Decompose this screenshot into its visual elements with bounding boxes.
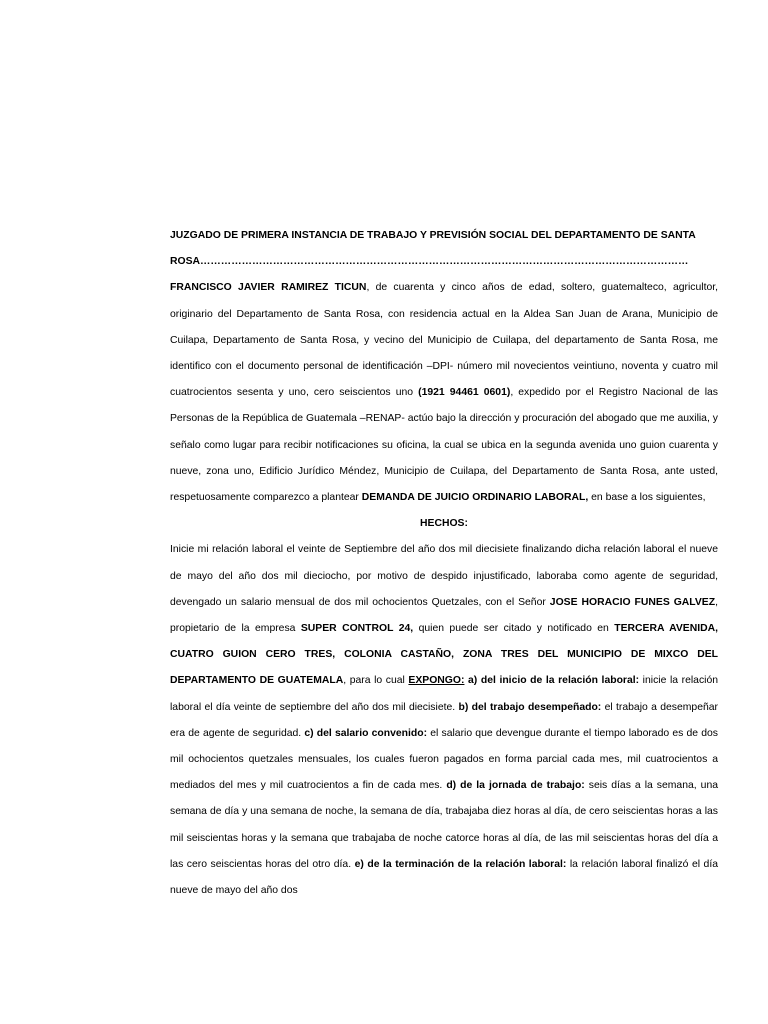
plaintiff-name: FRANCISCO JAVIER RAMIREZ TICUN xyxy=(170,282,367,294)
item-b-label: b) del trabajo desempeñado: xyxy=(458,701,602,713)
item-a-label: a) del inicio de la relación laboral: xyxy=(464,675,640,687)
facts-text-2: , propietario de la empresa xyxy=(170,596,718,635)
item-b-text: el trabajo a desempeñar era de agente de seguridad. xyxy=(170,701,719,739)
document-body xyxy=(170,223,718,904)
intro-text-1: , de cuarenta y cinco años de edad, soltero, guatemalteco, agricultor, originario del Departamento de Santa Rosa, con residencia actual en la Aldea San Juan de Arana, Municipio de Cuilapa, Departamento de Santa Rosa, y vecino del Municipio de Cuilapa, del departamento de Santa Rosa, me identifico con el documento personal de identificación –DPI- número mil novecientos veintiuno, noventa y cuatro mil cuatrocientos sesenta y uno, cero seiscientos uno xyxy=(170,282,719,399)
facts-text-3: quien puede ser citado y notificado en xyxy=(413,623,615,635)
employer-name: JOSE HORACIO FUNES GALVEZ xyxy=(549,596,716,608)
facts-paragraph xyxy=(170,537,718,904)
court-title-end: ROSA…………………………………………………………………………………………………………………………… xyxy=(170,256,689,268)
intro-text-2: , expedido por el Registro Nacional de las Personas de la República de Guatemala –RENAP- actúo bajo la dirección y procuración del abogado que me auxilia, y señalo como lugar para recibir notificaciones su oficina, la cual se ubica en la segunda avenida uno guion cuarenta y nueve, zona uno, Edificio Jurídico Méndez, Municipio de Cuilapa, del Departamento de Santa Rosa, ante usted, respetuosamente comparezco a plantear xyxy=(170,387,718,504)
facts-text-1: Inicie mi relación laboral el veinte de Septiembre del año dos mil diecisiete finalizando dicha relación laboral el nueve de mayo del año dos mil dieciocho, por motivo de despido injustificado, laboraba como agente de seguridad, devengado un salario mensual de dos mil ochocientos Quetzales, con el Señor xyxy=(170,544,718,608)
item-d-label: d) de la jornada de trabajo: xyxy=(446,780,585,792)
facts-text-4: , para lo cual xyxy=(343,675,409,687)
dpi-number: (1921 94461 0601) xyxy=(418,387,511,399)
intro-text-3: en base a los siguientes, xyxy=(588,492,706,504)
item-c-label: c) del salario convenido: xyxy=(304,727,428,739)
court-title-text: JUZGADO DE PRIMERA INSTANCIA DE TRABAJO Y PREVISIÓN SOCIAL DEL DEPARTAMENTO DE SANTA xyxy=(170,230,696,241)
court-title xyxy=(170,223,718,275)
item-e-label: e) de la terminación de la relación laboral: xyxy=(354,858,567,870)
expongo-label: EXPONGO: xyxy=(408,675,465,687)
intro-paragraph xyxy=(170,275,718,511)
company-name: SUPER CONTROL 24, xyxy=(300,623,414,635)
item-c-text: el salario que devengue durante el tiempo laborado es de dos mil ochocientos quetzales mensuales, los cuales fueron pagados en forma parcial cada mes, mil cuatrocientos a mediados del mes y mil cuatrocientos a fin de cada mes. xyxy=(170,727,718,792)
demand-title: DEMANDA DE JUICIO ORDINARIO LABORAL, xyxy=(361,492,589,504)
item-e-text: la relación laboral finalizó el día nueve de mayo del año dos xyxy=(170,858,718,897)
item-d-text: seis días a la semana, una semana de día y una semana de noche, la semana de día, trabajaba diez horas al día, de cero seiscientas horas a las mil seiscientas horas y la semana que trabajaba de noche catorce horas al día, de las mil seiscientas horas del día a las cero seiscientas horas del otro día. xyxy=(170,780,718,870)
section-heading xyxy=(170,511,718,537)
item-a-text: inicie la relación laboral el día veinte de septiembre del año dos mil diecisiete. xyxy=(170,675,719,713)
employer-address: TERCERA AVENIDA, CUATRO GUION CERO TRES, COLONIA CASTAÑO, ZONA TRES DEL MUNICIPIO DE MIXCO DEL DEPARTAMENTO DE GUATEMALA xyxy=(170,623,719,687)
hechos-heading: HECHOS: xyxy=(420,518,468,530)
